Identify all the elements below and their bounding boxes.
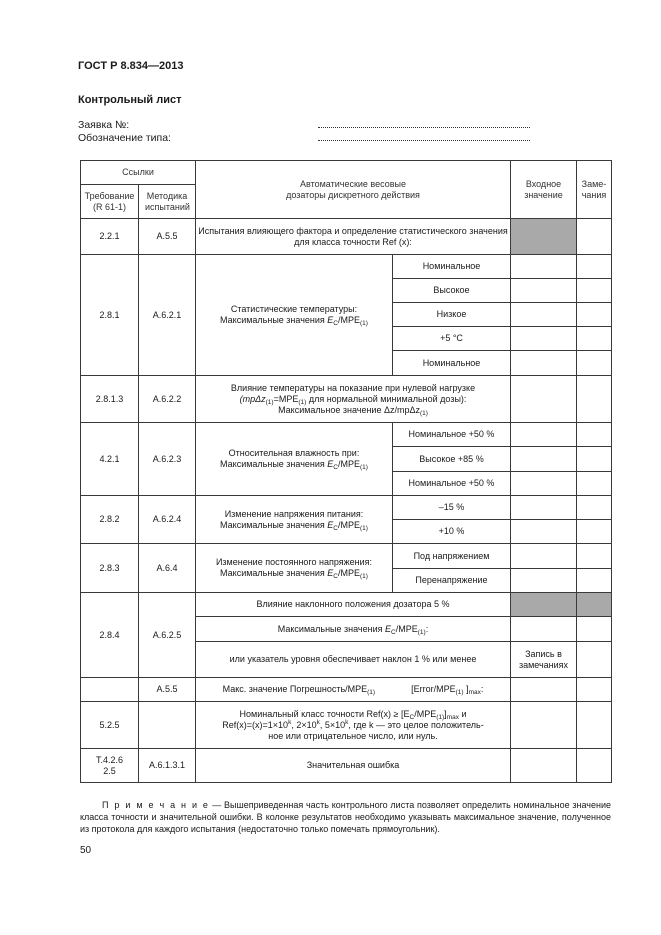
r7-line1: Влияние наклонного положения дозатора 5 % — [196, 593, 511, 617]
r5-sub1: (1) — [360, 524, 368, 532]
r5-desc-text: Максимальные значения — [220, 519, 328, 530]
r2-cond-5: Номинальное — [393, 351, 511, 376]
r6-in-1 — [511, 544, 577, 569]
r9-method — [139, 702, 196, 749]
r6-desc-text: Максимальные значения — [220, 568, 328, 578]
r2-desc — [196, 255, 393, 376]
r8-desc: Макс. значение Погрешность/$MPE_{(1)}$ [$Error/MPE_{(1)}$ ]$_{max}$: — [196, 678, 511, 702]
r2-cond-1: Номинальное — [393, 255, 511, 279]
r9-k2: k — [316, 718, 320, 726]
header-device-text: Автоматические весовые дозаторы дискретного действия — [286, 178, 420, 200]
r4-e: E — [327, 459, 334, 469]
r5-in-1 — [511, 496, 577, 520]
r8-sub-max: max — [468, 689, 481, 696]
r5-req: 2.8.2 — [81, 496, 139, 544]
r9-l2d: , где k — это целое положитель- — [348, 719, 484, 730]
r4-sub1: (1) — [360, 464, 368, 471]
application-dotted-line — [318, 127, 530, 128]
r5-in-2 — [511, 520, 577, 544]
r4-desc-text: Максимальные значения — [220, 459, 328, 469]
r5-desc-line2 — [198, 520, 390, 531]
r7-line3: или указатель уровня обеспечивает наклон 1 % или менее — [196, 642, 511, 678]
r9-l2c: , 5×10 — [319, 719, 346, 730]
r2-desc-line1: Статистические температуры: — [230, 304, 358, 314]
r2-desc-text: Максимальные значения — [220, 315, 328, 325]
r2-in-5 — [511, 351, 577, 376]
r4-cond-3: Номинальное +50 % — [393, 472, 511, 496]
r8-text-a: Макс. значение Погрешность/MPE — [222, 684, 368, 694]
header-input — [511, 161, 577, 219]
r2-cond-3: Низкое — [393, 303, 511, 327]
r9-l2a: Ref(x)=(x)=1×10 — [222, 719, 289, 730]
r5-rem-1 — [577, 496, 612, 520]
r1-req: 2.2.1 — [81, 219, 139, 255]
r7-e: E — [385, 623, 392, 634]
r9-sub1: (1) — [436, 713, 445, 721]
r6-sub1: (1) — [360, 573, 368, 580]
r1-desc: Испытания влияющего фактора и определение статистического значения для класса точности Ref (x): — [196, 219, 511, 255]
r9-sub-max: max — [446, 713, 459, 721]
r9-l1b: /MPE — [414, 708, 437, 719]
r3-eq-mpe: =MPE — [273, 393, 299, 404]
header-device — [196, 161, 511, 219]
r4-req: 4.2.1 — [81, 423, 139, 496]
r4-in-3 — [511, 472, 577, 496]
r9-remarks — [577, 702, 612, 749]
r3-mpdz: (mpΔz — [239, 393, 266, 404]
r8-text-b: [Error/MPE — [411, 684, 456, 694]
r3-remarks — [577, 376, 612, 423]
r9-input — [511, 702, 577, 749]
r9-l1a: Номинальный класс точности Ref(x) ≥ [E — [239, 708, 410, 719]
r8-sub-b: (1) — [455, 689, 464, 696]
r2-sub1: (1) — [360, 320, 368, 327]
r6-mpe: /MPE — [337, 568, 360, 578]
r1-method: А.5.5 — [139, 219, 196, 255]
r4-in-1 — [511, 423, 577, 447]
r6-desc-line1: Изменение постоянного напряжения: — [215, 557, 373, 567]
r7-c: C — [391, 628, 396, 636]
r4-mpe: /MPE — [337, 459, 360, 469]
r2-mpe: /MPE — [337, 315, 360, 325]
r5-c: C — [333, 524, 338, 532]
r4-desc-line1: Относительная влажность при: — [228, 448, 360, 458]
r2-rem-1 — [577, 255, 612, 279]
r3-line1: Влияние температуры на показание при нулевой нагрузке — [230, 382, 476, 393]
r3-desc — [196, 376, 511, 423]
r6-in-2 — [511, 569, 577, 593]
r4-rem-2 — [577, 447, 612, 472]
control-table — [80, 160, 612, 783]
sheet-title: Контрольный лист — [78, 94, 182, 106]
r2-in-2 — [511, 279, 577, 303]
r3-input — [511, 376, 577, 423]
r2-e: E — [327, 315, 334, 325]
r9-k1: k — [288, 718, 292, 726]
r10-desc: Значительная ошибка — [196, 749, 511, 783]
r7-in-2 — [511, 617, 577, 642]
header-method — [139, 185, 196, 219]
r8-remarks — [577, 678, 612, 702]
r5-rem-2 — [577, 520, 612, 544]
r3-line3 — [198, 405, 508, 416]
r2-c: C — [333, 320, 338, 327]
r3-sub-a: (1) — [265, 398, 274, 406]
r5-desc-line1: Изменение напряжения питания: — [224, 508, 364, 519]
r4-rem-1 — [577, 423, 612, 447]
r6-c: C — [333, 573, 338, 580]
r4-cond-1: Номинальное +50 % — [393, 423, 511, 447]
r2-in-3 — [511, 303, 577, 327]
r6-method: А.6.4 — [139, 544, 196, 593]
r3-max-text: Максимальное значение Δz/mpΔz — [278, 404, 420, 415]
r6-desc — [196, 544, 393, 593]
header-input-text: Входное значение — [524, 178, 563, 200]
r6-cond-1: Под напряжением — [393, 544, 511, 569]
r9-line1 — [198, 709, 508, 720]
r3-sub-c: (1) — [419, 409, 428, 417]
header-requirement — [81, 185, 139, 219]
r2-req: 2.8.1 — [81, 255, 139, 376]
r9-line3: ное или отрицательное число, или нуль. — [268, 730, 438, 741]
r1-input-shaded — [511, 219, 577, 255]
header-refs: Ссылки — [81, 161, 196, 185]
r7-line2 — [196, 617, 511, 642]
r2-rem-4 — [577, 327, 612, 351]
r6-req: 2.8.3 — [81, 544, 139, 593]
header-method-text: Методика испытаний — [145, 190, 190, 212]
r2-rem-3 — [577, 303, 612, 327]
r7-rem-3 — [577, 642, 612, 678]
r2-cond-2: Высокое — [393, 279, 511, 303]
r10-req-text: Т.4.2.6 2.5 — [95, 754, 124, 776]
r7-input-shaded — [511, 593, 577, 617]
r3-line2-tail: для нормальной минимальной дозы): — [306, 393, 467, 404]
r4-desc — [196, 423, 393, 496]
r2-in-4 — [511, 327, 577, 351]
r7-remarks-shaded — [577, 593, 612, 617]
r10-remarks — [577, 749, 612, 783]
r6-cond-2: Перенапряжение — [393, 569, 511, 593]
header-requirement-text: Требование (R 61-1) — [84, 190, 135, 212]
r9-l1d: и — [458, 708, 467, 719]
standard-code: ГОСТ Р 8.834—2013 — [78, 60, 184, 72]
type-label: Обозначение типа: — [78, 132, 171, 144]
r2-rem-2 — [577, 279, 612, 303]
r7-colon: : — [425, 623, 429, 634]
r4-desc-line2 — [198, 459, 390, 470]
r7-method: А.6.2.5 — [139, 593, 196, 678]
r8-req — [81, 678, 139, 702]
application-field — [78, 119, 129, 131]
r4-cond-2: Высокое +85 % — [393, 447, 511, 472]
header-remarks — [577, 161, 612, 219]
r2-cond-4: +5 °C — [393, 327, 511, 351]
r9-desc — [196, 702, 511, 749]
r8-colon: : — [480, 684, 484, 694]
r2-method: А.6.2.1 — [139, 255, 196, 376]
r4-rem-3 — [577, 472, 612, 496]
r10-method: А.6.1.3.1 — [139, 749, 196, 783]
application-label: Заявка №: — [78, 119, 130, 131]
r4-method: А.6.2.3 — [139, 423, 196, 496]
r6-desc-line2 — [198, 568, 390, 579]
r5-e: E — [327, 519, 334, 530]
r3-sub-b: (1) — [298, 398, 307, 406]
r8-input — [511, 678, 577, 702]
r5-cond-1: –15 % — [393, 496, 511, 520]
note-label: П р и м е ч а н и е — [102, 800, 210, 810]
type-dotted-line — [318, 140, 530, 141]
type-field — [78, 132, 171, 144]
r5-method: А.6.2.4 — [139, 496, 196, 544]
r4-in-2 — [511, 447, 577, 472]
note-text: — Вышеприведенная часть контрольного листа позволяет определить номинальное значение класса точности и значительной ошибки. В колонке результатов необходимо указывать максимальное значение, полученное из протокола для каждого испытания (недостаточно только помечать прямоугольник). — [80, 800, 612, 834]
r5-desc — [196, 496, 393, 544]
r2-desc-line2 — [198, 315, 390, 326]
r3-req: 2.8.1.3 — [81, 376, 139, 423]
r8-method: А.5.5 — [139, 678, 196, 702]
r9-l2b: , 2×10 — [291, 719, 317, 730]
r9-line2 — [198, 720, 508, 731]
r7-max-text: Максимальные значения — [277, 623, 385, 634]
r9-c: C — [409, 713, 415, 721]
r2-in-1 — [511, 255, 577, 279]
r7-sub1: (1) — [417, 628, 426, 636]
r8-sub-a: (1) — [367, 689, 376, 696]
r3-line2 — [198, 394, 508, 405]
r5-mpe: /MPE — [337, 519, 360, 530]
r6-rem-1 — [577, 544, 612, 569]
page-number: 50 — [80, 845, 92, 856]
header-remarks-text: Заме-чания — [581, 178, 607, 200]
r10-input — [511, 749, 577, 783]
r1-remarks — [577, 219, 612, 255]
r5-cond-2: +10 % — [393, 520, 511, 544]
r2-rem-5 — [577, 351, 612, 376]
table-note — [80, 799, 611, 835]
r7-rem-2 — [577, 617, 612, 642]
r4-c: C — [333, 464, 338, 471]
r9-req: 5.2.5 — [81, 702, 139, 749]
r9-k3: k — [345, 718, 349, 726]
r7-req: 2.8.4 — [81, 593, 139, 678]
r3-method: А.6.2.2 — [139, 376, 196, 423]
r6-rem-2 — [577, 569, 612, 593]
r7-in-3: Запись в замечаниях — [511, 642, 577, 678]
r9-l1c: ] — [444, 708, 447, 719]
r6-e: E — [327, 568, 334, 578]
r10-req — [81, 749, 139, 783]
r7-mpe: /MPE — [395, 623, 418, 634]
